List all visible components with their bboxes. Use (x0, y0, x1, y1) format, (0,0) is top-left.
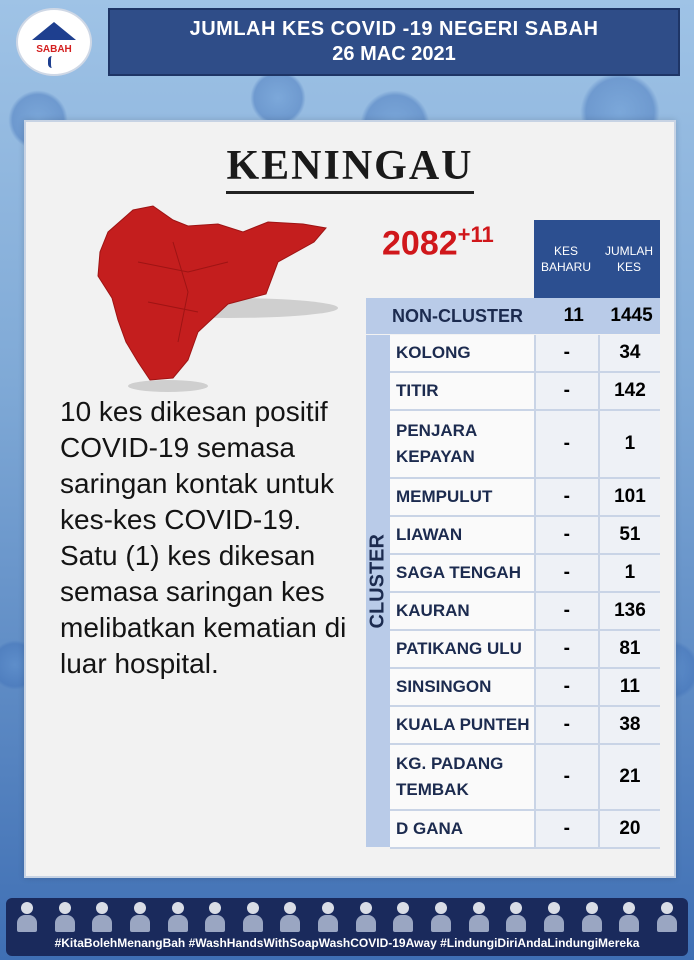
cluster-name: KG. PADANG TEMBAK (396, 754, 504, 799)
table-row (390, 811, 660, 849)
cluster-jumlah: 1 (598, 555, 660, 591)
cluster-name: LIAWAN (396, 525, 463, 544)
cluster-name: D GANA (396, 819, 464, 838)
district-title: KENINGAU (26, 142, 674, 190)
cluster-baharu: - (534, 669, 598, 705)
cluster-baharu: - (534, 811, 598, 847)
cluster-jumlah: 1 (598, 411, 660, 477)
cluster-jumlah: 136 (598, 593, 660, 629)
table-row (390, 631, 660, 669)
person-icon (204, 900, 226, 932)
footer-banner (6, 898, 688, 956)
description-paragraph: 10 kes dikesan positif COVID-19 semasa saringan kontak untuk kes-kes COVID-19. (60, 396, 334, 535)
table-row (390, 593, 660, 631)
person-icon (242, 900, 264, 932)
person-icon (618, 900, 640, 932)
case-description (60, 394, 380, 682)
cluster-name: MEMPULUT (396, 487, 493, 506)
cluster-baharu: - (534, 411, 598, 477)
cluster-name: PATIKANG ULU (396, 639, 522, 658)
person-icon (279, 900, 301, 932)
table-row (390, 555, 660, 593)
cluster-name: KUALA PUNTEH (396, 715, 530, 734)
cluster-name: KOLONG (396, 343, 471, 362)
cluster-baharu: - (534, 707, 598, 743)
cluster-baharu: - (534, 593, 598, 629)
cluster-baharu: - (534, 631, 598, 667)
person-icon (392, 900, 414, 932)
cluster-name: SAGA TENGAH (396, 563, 521, 582)
table-row (390, 517, 660, 555)
cluster-label-bar (366, 335, 390, 847)
sabah-logo (16, 8, 92, 76)
table-row (390, 335, 660, 373)
header-date: 26 MAC 2021 (332, 43, 456, 65)
person-icon (430, 900, 452, 932)
person-icon (317, 900, 339, 932)
cluster-name: TITIR (396, 381, 439, 400)
cluster-baharu: - (534, 335, 598, 371)
cluster-jumlah: 81 (598, 631, 660, 667)
cluster-baharu: - (534, 555, 598, 591)
cluster-baharu: - (534, 745, 598, 809)
cluster-name: SINSINGON (396, 677, 492, 696)
person-icon (543, 900, 565, 932)
col-header-kes-baharu: KES BAHARU (534, 220, 598, 298)
cluster-jumlah: 20 (598, 811, 660, 847)
cluster-jumlah: 21 (598, 745, 660, 809)
cluster-jumlah: 142 (598, 373, 660, 409)
non-cluster-baharu: 11 (563, 305, 584, 326)
content-panel (24, 120, 676, 878)
cluster-jumlah: 101 (598, 479, 660, 515)
mountain-icon (32, 22, 76, 40)
person-icon (54, 900, 76, 932)
cluster-baharu: - (534, 517, 598, 553)
person-icon (468, 900, 490, 932)
cluster-baharu: - (534, 373, 598, 409)
person-icon (129, 900, 151, 932)
person-icon (167, 900, 189, 932)
non-cluster-row (366, 298, 660, 334)
cluster-jumlah: 51 (598, 517, 660, 553)
cluster-baharu: - (534, 479, 598, 515)
non-cluster-jumlah: 1445 (610, 305, 653, 326)
col-header-jumlah-kes: JUMLAH KES (598, 220, 660, 298)
cluster-table (390, 335, 660, 849)
total-cases: $2082^{+11}$ (382, 222, 494, 263)
cluster-name: PENJARA KEPAYAN (396, 421, 477, 466)
cluster-jumlah: 34 (598, 335, 660, 371)
table-row (390, 411, 660, 479)
header-title: JUMLAH KES COVID -19 NEGERI SABAH (189, 18, 599, 40)
table-row (390, 669, 660, 707)
cluster-name: KAURAN (396, 601, 470, 620)
hashtags: #KitaBolehMenangBah #WashHandsWithSoapWashCOVID-19Away #LindungiDiriAndaLindungiMereka (54, 936, 640, 950)
table-row (390, 479, 660, 517)
person-icon (355, 900, 377, 932)
description-paragraph: Satu (1) kes dikesan semasa saringan kes melibatkan kematian di luar hospital. (60, 540, 347, 679)
non-cluster-label: NON-CLUSTER (392, 305, 523, 326)
frontliner-figures (16, 900, 678, 934)
virus-decoration (250, 70, 306, 126)
map-shadow (128, 380, 208, 392)
table-row (390, 707, 660, 745)
person-icon (91, 900, 113, 932)
cluster-jumlah: 11 (598, 669, 660, 705)
logo-text: SABAH (36, 44, 72, 55)
district-shape (98, 206, 326, 380)
person-icon (16, 900, 38, 932)
table-row (390, 745, 660, 811)
cluster-label: CLUSTER (366, 534, 389, 629)
person-icon (581, 900, 603, 932)
district-map (78, 202, 338, 392)
person-icon (656, 900, 678, 932)
table-row (390, 373, 660, 411)
swoosh-icon (48, 56, 61, 68)
page-header (108, 8, 680, 76)
person-icon (505, 900, 527, 932)
cluster-jumlah: 38 (598, 707, 660, 743)
